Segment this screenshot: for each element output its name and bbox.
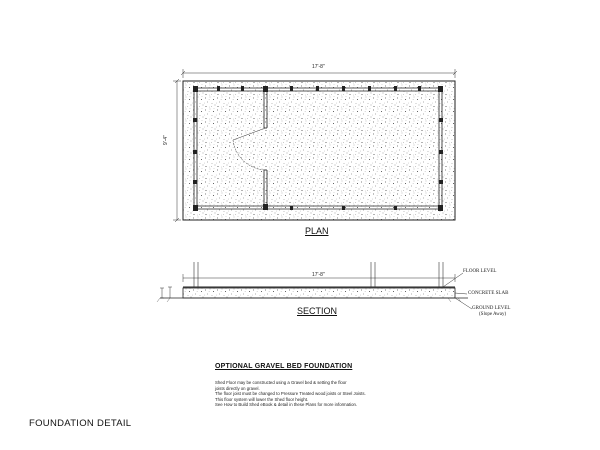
plan-depth-dimension-label: 9'-4" <box>163 135 169 145</box>
notes-line: See How to Build Shed eBook & detail in these Plans for more information. <box>215 402 358 408</box>
plan-concrete-slab <box>183 81 455 220</box>
notes-title: OPTIONAL GRAVEL BED FOUNDATION <box>215 363 353 370</box>
notes-body <box>215 380 366 408</box>
section-view <box>157 262 472 309</box>
concrete-slab-callout: CONCRETE SLAB <box>468 291 509 296</box>
notes-line: Shed Floor may be constructed using a Gravel bed & setting the floor <box>215 380 347 385</box>
section-level-marks <box>160 287 172 298</box>
plan-depth-dimension <box>173 79 181 222</box>
plan-label: PLAN <box>305 226 329 236</box>
section-width-dimension-label: 17'-8" <box>312 272 325 278</box>
plan-width-dimension <box>181 69 457 78</box>
plan-width-dimension-label: 17'-8" <box>312 64 325 70</box>
notes-line: joists directly on gravel. <box>215 385 260 391</box>
section-concrete-slab <box>183 288 455 298</box>
plan-view <box>173 69 457 222</box>
notes-line: The floor joist must be changed to Pressure Treated wood joists or Steel Joists. <box>215 391 366 397</box>
ground-level-note: (Slope Away) <box>479 312 507 317</box>
notes-line: This floor system will lower the Shed floor height. <box>215 396 309 402</box>
ground-level-callout: GROUND LEVEL <box>472 306 511 311</box>
section-label: SECTION <box>297 306 338 316</box>
floor-level-callout: FLOOR LEVEL <box>463 269 497 274</box>
sheet-title: FOUNDATION DETAIL <box>29 418 132 429</box>
